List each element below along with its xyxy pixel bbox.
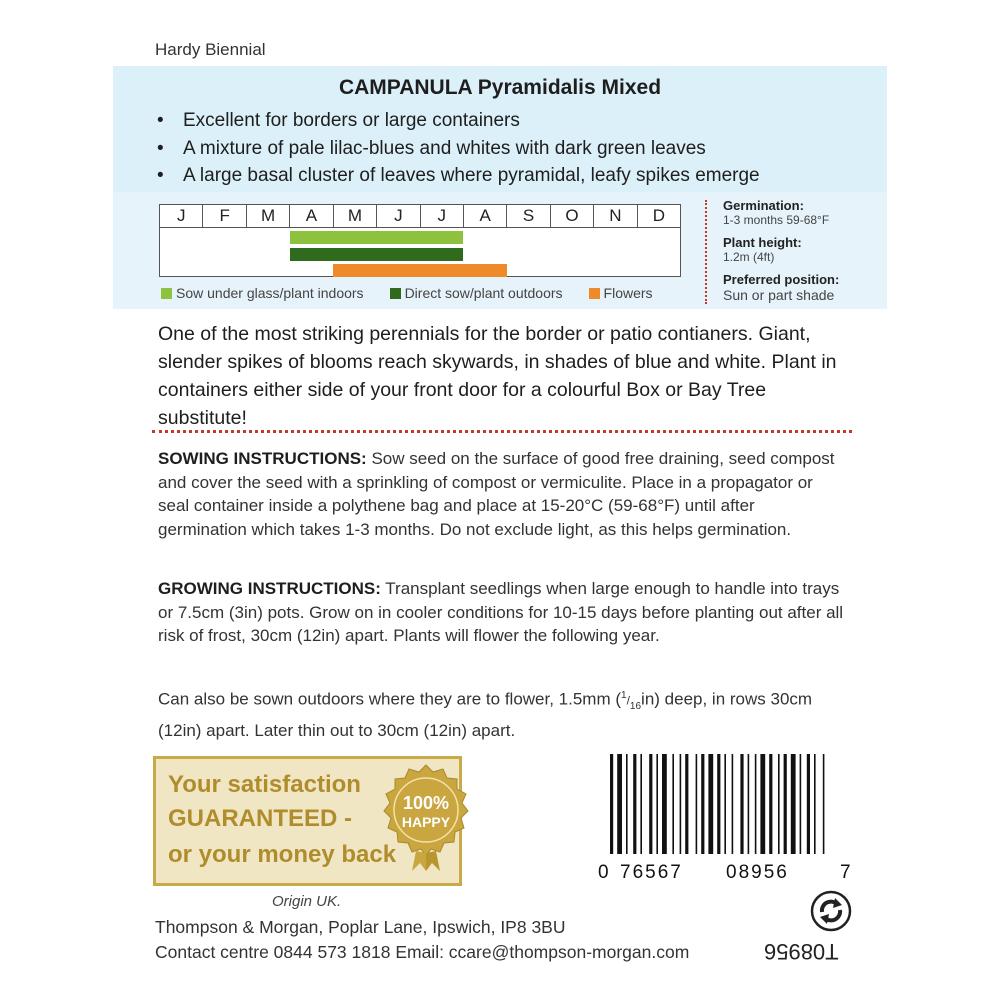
legend-item-flowers: [589, 285, 653, 301]
dotted-divider: [152, 430, 852, 433]
contact-line: Contact centre 0844 573 1818 Email: ccare@thompson-morgan.com: [155, 942, 690, 962]
germination-value: 1-3 months 59-68°F: [723, 213, 830, 227]
barcode-bar: [740, 754, 743, 854]
month-label: J: [160, 205, 203, 227]
barcode-bar: [807, 754, 810, 854]
guarantee-line: Your satisfaction: [168, 771, 361, 798]
flowers-bar: [333, 264, 506, 277]
fraction-denominator: 16: [629, 701, 642, 713]
legend-swatch: [161, 288, 172, 299]
barcode: [604, 754, 840, 860]
feature-text: A mixture of pale lilac-blues and whites with dark green leaves: [183, 137, 706, 159]
barcode-left-group: 76567: [620, 862, 683, 883]
barcode-bar: [680, 754, 682, 854]
recycle-icon: [810, 890, 852, 932]
month-label: F: [203, 205, 246, 227]
legend-label: Direct sow/plant outdoors: [404, 285, 563, 301]
outdoor-text: in) deep, in rows 30cm (12in) apart. Later thin out to 30cm (12in) apart.: [158, 689, 813, 740]
barcode-bar: [748, 754, 750, 854]
bullet-icon: •: [157, 137, 164, 159]
dotted-divider: [705, 200, 707, 304]
seal-text: HAPPY: [401, 814, 451, 830]
month-row: [160, 205, 680, 228]
outdoor-sowing-note: Can also be sown outdoors where they are to flower, 1.5mm $(^1/_{16}in)$ deep, in rows 30cm (12in) apart. Later thin out to 30cm (12in) apart.: [158, 689, 813, 740]
growing-text: Transplant seedlings when large enough to handle into trays or 7.5cm (3in) pots. Grow on in cooler conditions for 10-15 days before planting out after all risk of frost, 30cm (12in) apart. Plants will flower the following year.: [158, 579, 844, 645]
guarantee-seal-icon: [376, 763, 476, 875]
product-title: CAMPANULA Pyramidalis Mixed: [338, 76, 662, 99]
barcode-bar: [672, 754, 674, 854]
sow-outdoors-bar: [290, 248, 463, 261]
height-label: Plant height:: [723, 235, 802, 250]
legend-label: Flowers: [603, 285, 653, 301]
barcode-bar: [708, 754, 713, 854]
barcode-bar: [610, 754, 613, 854]
barcode-bar: [724, 754, 726, 854]
sowing-calendar: [159, 204, 681, 277]
guarantee-line: GUARANTEED -: [168, 805, 352, 832]
month-label: D: [652, 206, 665, 225]
feature-item: [157, 162, 760, 190]
growing-heading: GROWING INSTRUCTIONS:: [158, 579, 381, 598]
barcode-bar: [656, 754, 658, 854]
header-band: [113, 66, 887, 192]
plant-facts: [723, 198, 883, 304]
barcode-bar: [784, 754, 787, 854]
legend-label: Sow under glass/plant indoors: [176, 285, 364, 301]
barcode-bar: [626, 754, 628, 854]
height-value: 1.2m (4ft): [723, 250, 775, 264]
barcode-bar: [717, 754, 720, 854]
guarantee-badge: [153, 756, 462, 886]
calendar-legend: [161, 285, 679, 301]
feature-list: [157, 107, 760, 190]
outdoor-text: Can also be sown outdoors where they are to flower, 1.5mm (: [158, 689, 622, 709]
month-label: A: [464, 205, 507, 227]
sowing-instructions: [158, 447, 848, 541]
sow-indoors-bar: [290, 231, 463, 244]
growing-instructions: [158, 577, 848, 648]
feature-text: Excellent for borders or large containers: [183, 110, 520, 131]
month-label: M: [334, 205, 377, 227]
bullet-icon: •: [157, 110, 164, 131]
calendar-band: [113, 192, 887, 309]
barcode-bar: [617, 754, 622, 854]
position-label: Preferred position:: [723, 272, 840, 287]
month-label: M: [247, 205, 290, 227]
barcode-bar: [701, 754, 704, 854]
barcode-bar: [649, 754, 652, 854]
legend-swatch: [390, 288, 401, 299]
barcode-bar: [633, 754, 636, 854]
bullet-icon: •: [157, 165, 164, 186]
barcode-bar: [685, 754, 688, 854]
germination-label: Germination:: [723, 198, 804, 213]
month-label: A: [290, 205, 333, 227]
barcode-bar: [791, 754, 796, 854]
legend-item-sow-outdoors: [390, 285, 563, 301]
month-label: N: [594, 205, 637, 227]
product-code: T08956: [764, 939, 839, 964]
barcode-right-group: 08956: [726, 862, 789, 883]
seal-text: 100%: [402, 793, 450, 813]
feature-text: A large basal cluster of leaves where pyramidal, leafy spikes emerge: [183, 165, 760, 186]
barcode-bar: [823, 754, 825, 854]
barcode-bar: [769, 754, 772, 854]
feature-item: [157, 135, 760, 163]
barcode-bar: [696, 754, 698, 854]
barcode-bar: [732, 754, 734, 854]
legend-item-sow-indoors: [161, 285, 364, 301]
barcode-check-digit: 7: [840, 862, 851, 883]
origin-label: Origin UK.: [272, 893, 342, 910]
month-label: O: [551, 205, 594, 227]
barcode-first-digit: 0: [598, 862, 609, 883]
feature-item: [157, 107, 760, 135]
barcode-digits: [598, 862, 858, 884]
sowing-heading: SOWING INSTRUCTIONS:: [158, 449, 367, 468]
position-value: Sun or part shade: [723, 287, 835, 303]
sowing-text: Sow seed on the surface of good free draining, seed compost and cover the seed with a sprinkling of compost or vermiculite. Place in a propagator or seal container inside a polythene bag and place at 15-20°C (59-68°F) until after germination which takes 1-3 months. Do not exclude light, as this helps germination.: [158, 449, 835, 539]
barcode-bar: [814, 754, 816, 854]
barcode-bar: [778, 754, 780, 854]
barcode-bar: [760, 754, 765, 854]
month-label: S: [507, 205, 550, 227]
barcode-bar: [662, 754, 667, 854]
legend-swatch: [589, 288, 600, 299]
guarantee-line: or your money back: [168, 841, 397, 868]
barcode-bar: [640, 754, 642, 854]
month-label: J: [377, 205, 420, 227]
description: One of the most striking perennials for the border or patio contianers. Giant, slender spikes of blooms reach skywards, in shades of blue and white. Plant in containers either side of your front door for a colourful Box or Bay Tree substitute!: [158, 323, 837, 429]
barcode-bar: [800, 754, 802, 854]
barcode-bar: [755, 754, 757, 854]
month-label: J: [421, 205, 464, 227]
company-address: Thompson & Morgan, Poplar Lane, Ipswich, IP8 3BU: [155, 917, 566, 937]
fraction-numerator: 1: [621, 690, 627, 701]
category-label: Hardy Biennial: [155, 40, 266, 59]
